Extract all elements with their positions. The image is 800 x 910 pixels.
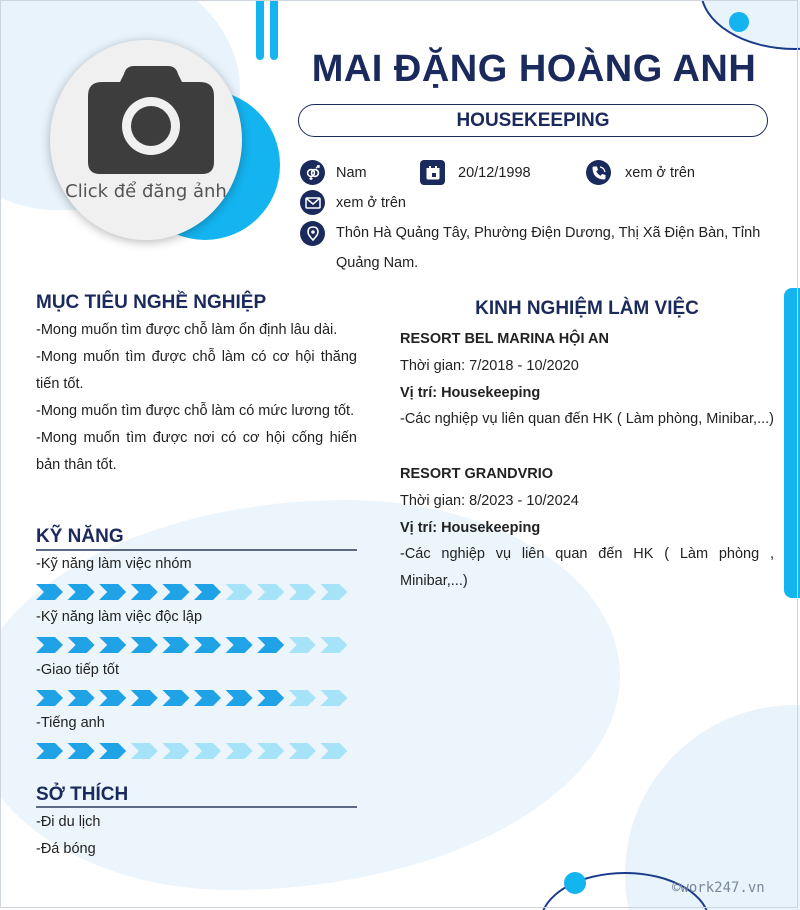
job-time: Thời gian: 7/2018 - 10/2020	[400, 358, 579, 374]
top-bar-decoration	[270, 0, 278, 60]
rating-arrow-empty	[226, 743, 253, 759]
corner-ring-decoration	[700, 0, 800, 50]
rating-arrow-filled	[68, 690, 95, 706]
rating-arrow-empty	[320, 743, 347, 759]
photo-upload[interactable]	[50, 40, 242, 240]
hobby-item: -Đi du lịch	[36, 814, 101, 830]
rating-arrow-filled	[194, 637, 221, 653]
job-role: Vị trí: Housekeeping	[400, 520, 541, 536]
rating-arrow-empty	[226, 584, 253, 600]
job-description: -Các nghiệp vụ liên quan đến HK ( Làm phòng, Minibar,...)	[400, 411, 774, 427]
rating-arrow-filled	[99, 743, 126, 759]
objective-item: -Mong muốn tìm được chỗ làm ổn định lâu dài.	[36, 322, 338, 338]
rating-arrow-empty	[257, 584, 284, 600]
address-line-2: Quảng Nam.	[336, 255, 419, 271]
phone-value: xem ở trên	[625, 165, 695, 181]
rating-arrow-filled	[257, 637, 284, 653]
rating-arrow-empty	[289, 743, 316, 759]
rating-arrow-empty	[194, 743, 221, 759]
gender-icon	[300, 160, 325, 185]
rating-arrow-filled	[36, 690, 63, 706]
experience-title: KINH NGHIỆM LÀM VIỆC	[475, 298, 699, 319]
position-title: HOUSEKEEPING	[298, 104, 768, 137]
objective-item: -Mong muốn tìm được nơi có cơ hội cống hiến bản thân tốt.	[36, 430, 357, 473]
watermark: ©work247.vn	[672, 880, 765, 896]
objective-title: MỤC TIÊU NGHỀ NGHIỆP	[36, 292, 267, 313]
job-time: Thời gian: 8/2023 - 10/2024	[400, 493, 579, 509]
rating-arrow-filled	[36, 743, 63, 759]
rating-arrow-filled	[194, 690, 221, 706]
rating-arrow-empty	[320, 584, 347, 600]
skill-rating-bar	[36, 584, 356, 600]
rating-arrow-empty	[320, 637, 347, 653]
rating-arrow-filled	[162, 690, 189, 706]
objective-item: -Mong muốn tìm được chỗ làm có mức lương tốt.	[36, 403, 355, 419]
camera-icon	[88, 66, 214, 174]
objective-item: -Mong muốn tìm được chỗ làm có cơ hội thăng tiến tốt.	[36, 349, 357, 392]
candidate-name: MAI ĐẶNG HOÀNG ANH	[311, 48, 757, 90]
job-role: Vị trí: Housekeeping	[400, 385, 541, 401]
hobbies-title: SỞ THÍCH	[36, 784, 129, 805]
address-line-1: Thôn Hà Quảng Tây, Phường Điện Dương, Thị Xã Điện Bàn, Tỉnh	[336, 225, 761, 241]
rating-arrow-filled	[99, 690, 126, 706]
skill-label: -Kỹ năng làm việc nhóm	[36, 556, 192, 572]
rating-arrow-filled	[131, 690, 158, 706]
rating-arrow-filled	[226, 690, 253, 706]
skill-label: -Giao tiếp tốt	[36, 662, 120, 678]
rating-arrow-filled	[36, 584, 63, 600]
rating-arrow-filled	[68, 743, 95, 759]
side-bar-decoration	[784, 288, 800, 598]
rating-arrow-filled	[68, 637, 95, 653]
phone-icon	[586, 160, 611, 185]
rating-arrow-filled	[194, 584, 221, 600]
skill-rating-bar	[36, 637, 356, 653]
rating-arrow-filled	[99, 584, 126, 600]
job-company: RESORT GRANDVRIO	[400, 466, 554, 482]
rating-arrow-empty	[131, 743, 158, 759]
hobbies-divider	[36, 806, 357, 808]
rating-arrow-filled	[162, 584, 189, 600]
skill-rating-bar	[36, 743, 356, 759]
calendar-icon	[420, 160, 445, 185]
rating-arrow-filled	[131, 584, 158, 600]
location-icon	[300, 221, 325, 246]
rating-arrow-empty	[289, 584, 316, 600]
photo-upload-label: Click để đăng ảnh	[65, 181, 227, 202]
rating-arrow-empty	[320, 690, 347, 706]
job-company: RESORT BEL MARINA HỘI AN	[400, 331, 609, 347]
skill-label: -Tiếng anh	[36, 715, 105, 731]
mail-icon	[300, 190, 325, 215]
dob-value: 20/12/1998	[458, 165, 531, 181]
rating-arrow-filled	[68, 584, 95, 600]
rating-arrow-empty	[289, 637, 316, 653]
rating-arrow-filled	[162, 637, 189, 653]
rating-arrow-filled	[36, 637, 63, 653]
job-description: -Các nghiệp vụ liên quan đến HK ( Làm phòng , Minibar,...)	[400, 546, 774, 589]
rating-arrow-empty	[257, 743, 284, 759]
corner-dot-decoration	[729, 12, 749, 32]
rating-arrow-empty	[162, 743, 189, 759]
rating-arrow-filled	[257, 690, 284, 706]
objective-list	[36, 317, 357, 479]
bottom-dot-decoration	[564, 872, 586, 894]
rating-arrow-filled	[99, 637, 126, 653]
hobby-item: -Đá bóng	[36, 841, 96, 857]
skill-label: -Kỹ năng làm việc độc lập	[36, 609, 203, 625]
rating-arrow-filled	[226, 637, 253, 653]
skills-divider	[36, 549, 357, 551]
rating-arrow-filled	[131, 637, 158, 653]
email-value: xem ở trên	[336, 195, 406, 211]
skill-rating-bar	[36, 690, 356, 706]
gender-value: Nam	[336, 165, 367, 181]
rating-arrow-empty	[289, 690, 316, 706]
skills-title: KỸ NĂNG	[36, 526, 124, 547]
top-bar-decoration	[256, 0, 264, 60]
